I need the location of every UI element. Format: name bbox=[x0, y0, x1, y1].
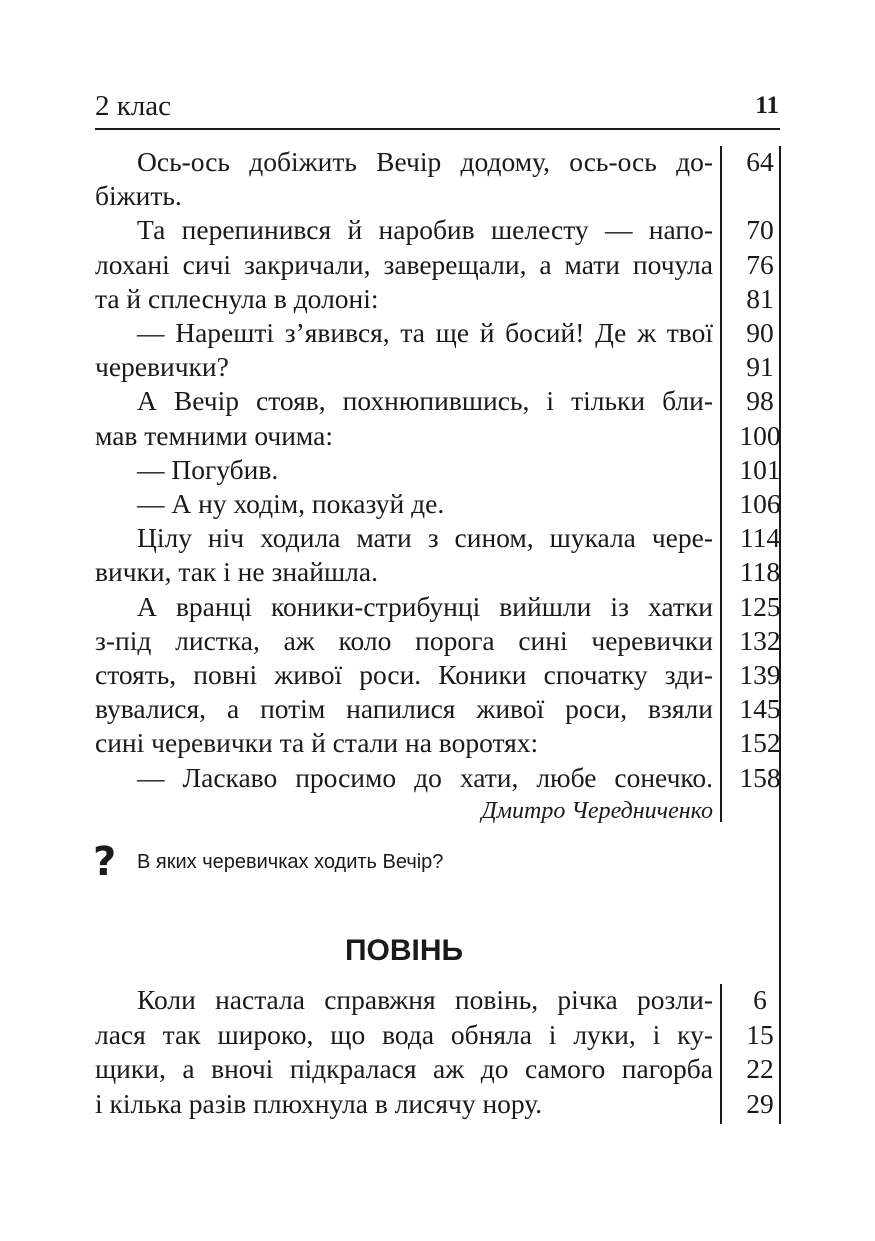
text-line: А вранці коники-стрибунці вийшли із хатки bbox=[137, 590, 713, 622]
line-count-number: 100 bbox=[739, 419, 781, 451]
text-line: і кілька разів плюхнула в лисячу нору. bbox=[95, 1087, 543, 1119]
text-line: Та перепинився й наробив шелесту — напо- bbox=[137, 214, 713, 246]
text-line: сині черевички та й стали на воротях: bbox=[95, 727, 539, 759]
author-signature: Дмитро Чередниченко bbox=[481, 798, 713, 824]
text-line: біжить. bbox=[95, 180, 182, 212]
line-count-number: 132 bbox=[739, 624, 781, 656]
line-count-number: 98 bbox=[746, 385, 774, 417]
text-line: — Погубив. bbox=[137, 453, 279, 485]
line-count-number: 15 bbox=[746, 1018, 774, 1050]
line-count-number: 22 bbox=[746, 1053, 774, 1084]
text-line: Цілу ніч ходила мати з сином, шукала чере- bbox=[137, 522, 713, 554]
text-line: — Нарешті з’явився, та ще й босий! Де ж твої bbox=[137, 317, 713, 348]
text-line: щики, а вночі підкралася аж до самого пагорба bbox=[95, 1053, 713, 1084]
line-count-number: 158 bbox=[739, 761, 781, 793]
line-count-number: 101 bbox=[739, 453, 781, 485]
line-count-number: 114 bbox=[739, 522, 781, 554]
text-line: вички, так і не знайшла. bbox=[95, 556, 378, 588]
text-line: та й сплеснула в долоні: bbox=[95, 282, 379, 314]
line-count-number: 139 bbox=[739, 659, 781, 690]
line-count-number: 118 bbox=[739, 556, 781, 588]
text-line: лася так широко, що вода обняла і луки, і ку- bbox=[95, 1018, 713, 1050]
question-icon: ? bbox=[93, 839, 117, 885]
text-line: з-під листка, аж коло порога сині черевички bbox=[95, 624, 713, 656]
text-line: вувалися, а потім напилися живої роси, взяли bbox=[95, 693, 713, 725]
column-divider-left bbox=[720, 146, 722, 822]
text-line: черевички? bbox=[95, 351, 229, 383]
text-line: А Вечір стояв, похнюпившись, і тільки бли- bbox=[137, 385, 713, 417]
line-count-number: 76 bbox=[746, 248, 774, 280]
section-title: ПОВІНЬ bbox=[344, 934, 464, 967]
line-count-number: 90 bbox=[746, 317, 774, 348]
text-line: Коли настала справжня повінь, річка розли- bbox=[137, 984, 713, 1015]
page-header bbox=[95, 88, 779, 128]
line-count-number: 152 bbox=[739, 727, 781, 759]
line-count-number: 64 bbox=[746, 146, 774, 177]
header-rule bbox=[95, 128, 780, 130]
line-count-number: 6 bbox=[753, 984, 767, 1015]
text-line: мав темними очима: bbox=[95, 419, 333, 451]
line-count-number: 91 bbox=[746, 351, 774, 383]
page-number: 11 bbox=[755, 92, 779, 119]
text-line: стоять, повні живої роси. Коники спочатку зди- bbox=[95, 659, 713, 690]
grade-label: 2 клас bbox=[95, 90, 172, 122]
question-text: В яких черевичках ходить Вечір? bbox=[137, 851, 444, 873]
text-line: лохані сичі закричали, заверещали, а мати почула bbox=[95, 248, 713, 280]
line-count-number: 70 bbox=[746, 214, 774, 246]
text-line: Ось-ось добіжить Вечір додому, ось-ось до- bbox=[137, 146, 713, 177]
line-count-number: 81 bbox=[746, 282, 774, 314]
line-count-number: 145 bbox=[739, 693, 781, 725]
text-line: — А ну ходім, показуй де. bbox=[137, 488, 445, 519]
text-line: — Ласкаво просимо до хати, любе сонечко. bbox=[137, 761, 713, 793]
line-count-number: 29 bbox=[746, 1087, 774, 1119]
line-count-number: 125 bbox=[739, 590, 781, 622]
line-count-number: 106 bbox=[739, 488, 781, 519]
column-divider-left-lower bbox=[720, 984, 722, 1124]
